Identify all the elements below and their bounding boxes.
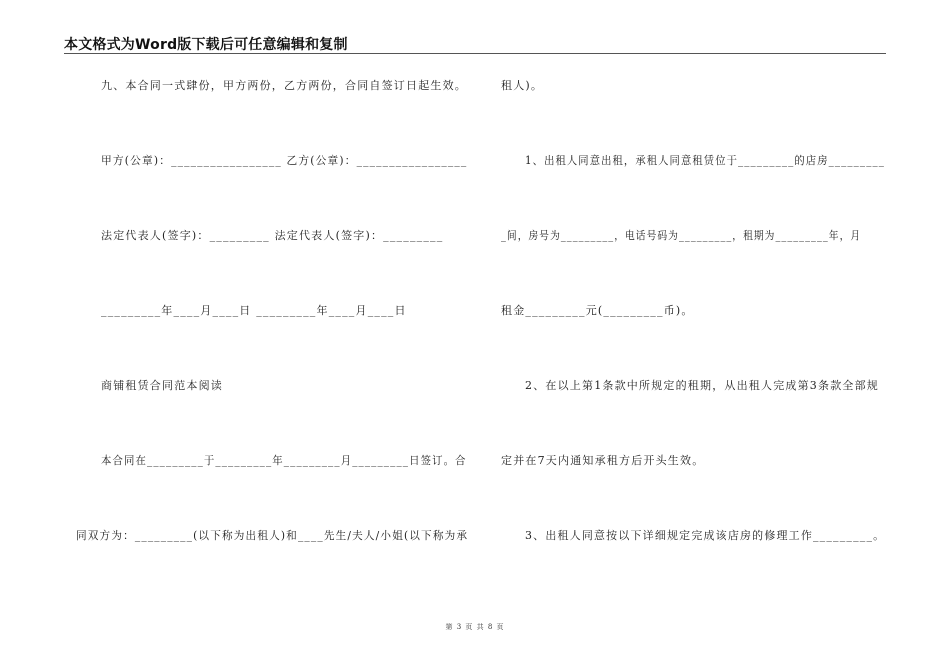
left-line-6: 本合同在_________于_________年_________月_________日签订。合 (101, 454, 467, 467)
right-line-3: _间，房号为_________，电话号码为_________，租期为_________年，月 (501, 229, 862, 242)
right-line-2: 1、出租人同意出租，承租人同意租赁位于_________的店房_________ (525, 154, 885, 167)
right-line-1: 租人)。 (501, 79, 544, 92)
left-line-3: 法定代表人(签字)：_________ 法定代表人(签字)：_________ (101, 229, 444, 242)
left-line-4: _________年____月____日 _________年____月____日 (101, 304, 407, 317)
right-line-7: 3、出租人同意按以下详细规定完成该店房的修理工作_________。 (525, 529, 886, 542)
right-line-5: 2、在以上第1条款中所规定的租期，从出租人完成第3条款全部规 (525, 379, 879, 392)
left-line-7: 同双方为：_________(以下称为出租人)和____先生/夫人/小姐(以下称为承 (76, 529, 469, 542)
right-line-4: 租金_________元(_________币)。 (501, 304, 694, 317)
page-header (64, 33, 886, 54)
left-line-5: 商铺租赁合同范本阅读 (101, 379, 223, 392)
right-line-6: 定并在7天内通知承租方后开头生效。 (501, 454, 705, 467)
left-line-1: 九、本合同一式肆份，甲方两份，乙方两份，合同自签订日起生效。 (101, 79, 467, 92)
header-title: 本文格式为Word版下载后可任意编辑和复制 (64, 37, 348, 53)
page-number-footer: 第 3 页 共 8 页 (445, 623, 505, 631)
left-line-2: 甲方(公章)：_________________ 乙方(公章)：_________________ (101, 154, 468, 167)
